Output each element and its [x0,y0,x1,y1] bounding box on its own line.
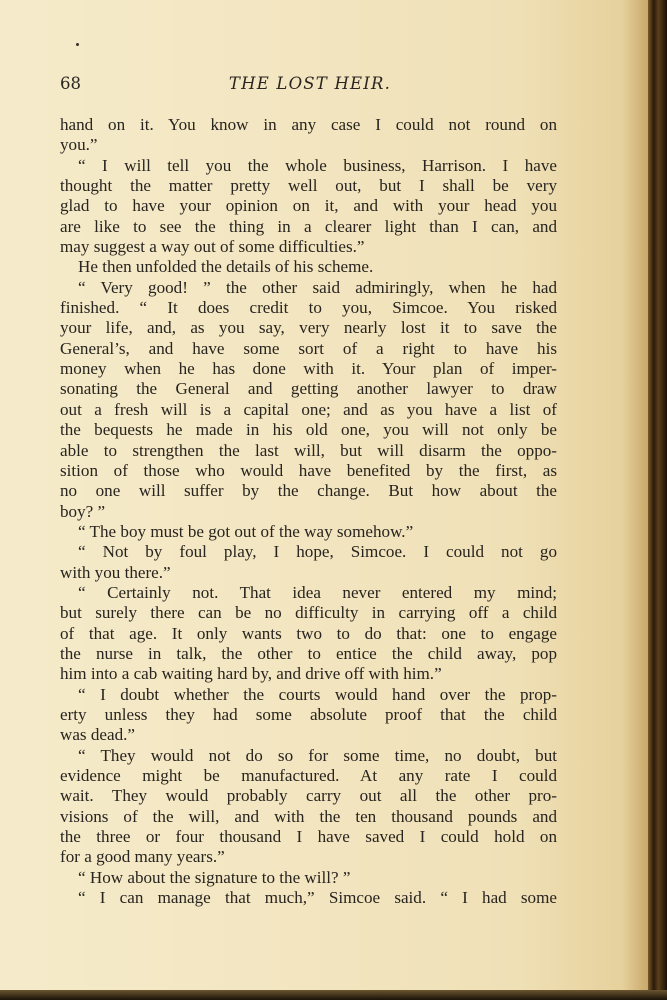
text-line: boy? ” [60,501,106,521]
text-line: erty unless they had some absolute proof that the child [60,704,557,724]
text-line: him into a cab waiting hard by, and drive off with him.” [60,664,442,684]
book-edge-bottom [0,990,667,1000]
page-number: 68 [60,74,81,93]
text-line: the nurse in talk, the other to entice the child away, pop [60,643,557,663]
text-line: the bequests he made in his old one, you will not only be [60,420,557,440]
text-line: “ Very good! ” the other said admiringly, when he had [78,277,557,297]
ink-spot [76,43,79,46]
text-line: with you there.” [60,562,171,582]
text-line: sition of those who would have benefited by the first, as [60,460,557,480]
text-line: “ I will tell you the whole business, Harrison. I have [78,155,557,175]
text-line: “ Not by foul play, I hope, Simcoe. I could not go [78,542,557,562]
running-head: THE LOST HEIR. [228,74,392,93]
text-line: for a good many years.” [60,847,225,867]
text-line: thought the matter pretty well out, but I shall be very [60,176,557,196]
text-line: hand on it. You know in any case I could not round on [60,115,557,134]
text-line: evidence might be manufactured. At any rate I could [60,766,557,785]
text-line: out a fresh will is a capital one; and as you have a list of [60,399,557,419]
text-line: able to strengthen the last will, but will disarm the oppo- [60,440,557,460]
text-line: was dead.” [60,725,135,745]
text-line: glad to have your opinion on it, and with your head you [60,196,557,216]
book-edge-right [648,0,667,1000]
text-line: are like to see the thing in a clearer light than I can, and [60,216,557,236]
text-line: of that age. It only wants two to do that: one to engage [60,623,557,643]
text-line: wait. They would probably carry out all the other pro- [60,786,557,806]
text-line: “ The boy must be got out of the way somehow.” [78,521,414,541]
text-line: “ I can manage that much,” Simcoe said. “ I had some [78,888,557,908]
text-line: finished. “ It does credit to you, Simcoe. You risked [60,298,557,318]
text-line: visions of the will, and with the ten thousand pounds and [60,806,557,826]
text-line: He then unfolded the details of his scheme. [78,257,374,277]
text-line: the three or four thousand I have saved I could hold on [60,827,557,847]
text-line: money when he has done with it. Your plan of imper- [60,359,557,379]
text-line: you.” [60,135,98,155]
text-line: may suggest a way out of some difficulties.” [60,237,365,257]
page-header [60,74,560,98]
text-line: no one will suffer by the change. But how about the [60,481,557,501]
text-line: sonating the General and getting another lawyer to draw [60,379,557,399]
text-line: but surely there can be no difficulty in carrying off a child [60,603,557,623]
text-line: “ How about the signature to the will? ” [78,867,351,887]
text-line: “ I doubt whether the courts would hand over the prop- [78,684,557,704]
text-line: “ They would not do so for some time, no doubt, but [78,745,557,765]
text-line: “ Certainly not. That idea never entered my mind; [78,582,557,602]
text-line: your life, and, as you say, very nearly lost it to save the [60,318,557,338]
body-text [60,115,557,908]
text-line: General’s, and have some sort of a right to have his [60,338,557,358]
